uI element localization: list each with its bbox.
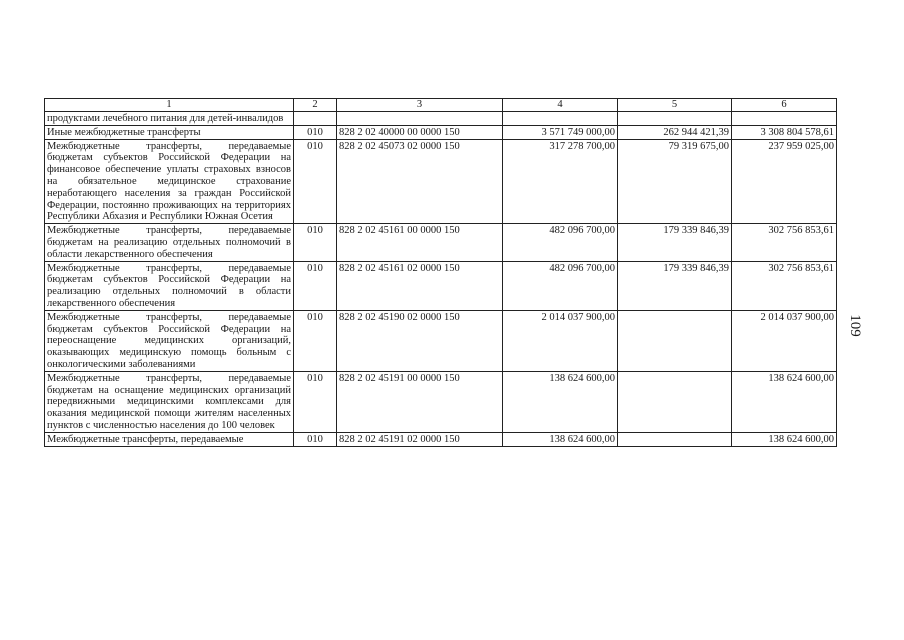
row-executed: 79 319 675,00	[618, 139, 732, 224]
row-name: Межбюджетные трансферты, передаваемые бюджетам на реализацию отдельных полномочий в области лекарственного обеспечения	[45, 224, 294, 261]
row-name: Межбюджетные трансферты, передаваемые бюджетам на оснащение медицинских организаций передвижными медицинскими комплексами для оказания медицинской помощи жителям населенных пунктов с численностью населения до 100 человек	[45, 371, 294, 432]
table-row	[45, 125, 837, 139]
table-row	[45, 139, 837, 224]
table-row	[45, 310, 837, 371]
row-name: Межбюджетные трансферты, передаваемые бюджетам субъектов Российской Федерации на реализацию отдельных полномочий в области лекарственного обеспечения	[45, 261, 294, 310]
header-col-6: 6	[732, 99, 837, 112]
header-row	[45, 99, 837, 112]
row-name: Иные межбюджетные трансферты	[45, 125, 294, 139]
row-remainder: 237 959 025,00	[732, 139, 837, 224]
row-plan: 482 096 700,00	[503, 224, 618, 261]
row-code: 010	[294, 310, 337, 371]
row-kbk: 828 2 02 45073 02 0000 150	[337, 139, 503, 224]
table-row	[45, 371, 837, 432]
row-executed	[618, 432, 732, 446]
row-executed	[618, 371, 732, 432]
row-code	[294, 112, 337, 126]
row-executed: 262 944 421,39	[618, 125, 732, 139]
row-plan: 3 571 749 000,00	[503, 125, 618, 139]
row-kbk	[337, 112, 503, 126]
row-kbk: 828 2 02 40000 00 0000 150	[337, 125, 503, 139]
row-remainder: 302 756 853,61	[732, 261, 837, 310]
header-col-4: 4	[503, 99, 618, 112]
table-row	[45, 432, 837, 446]
row-plan: 2 014 037 900,00	[503, 310, 618, 371]
row-code: 010	[294, 371, 337, 432]
row-remainder: 138 624 600,00	[732, 432, 837, 446]
row-executed	[618, 310, 732, 371]
row-plan: 138 624 600,00	[503, 371, 618, 432]
row-kbk: 828 2 02 45191 00 0000 150	[337, 371, 503, 432]
row-name: Межбюджетные трансферты, передаваемые бюджетам субъектов Российской Федерации на переоснащение медицинских организаций, оказывающих медицинскую помощь больным с онкологическими заболеваниями	[45, 310, 294, 371]
table-row	[45, 261, 837, 310]
row-remainder	[732, 112, 837, 126]
row-code: 010	[294, 125, 337, 139]
row-kbk: 828 2 02 45161 00 0000 150	[337, 224, 503, 261]
row-remainder: 2 014 037 900,00	[732, 310, 837, 371]
row-remainder: 138 624 600,00	[732, 371, 837, 432]
row-code: 010	[294, 432, 337, 446]
row-name: Межбюджетные трансферты, передаваемые бюджетам субъектов Российской Федерации на финансовое обеспечение уплаты страховых взносов на обязательное медицинское страхование неработающего населения за граждан Российской Федерации, постоянно проживающих на территориях Республики Абхазия и Республики Южная Осетия	[45, 139, 294, 224]
header-col-3: 3	[337, 99, 503, 112]
table-row	[45, 112, 837, 126]
budget-table	[44, 98, 837, 447]
row-remainder: 302 756 853,61	[732, 224, 837, 261]
row-name: продуктами лечебного питания для детей-инвалидов	[45, 112, 294, 126]
row-kbk: 828 2 02 45191 02 0000 150	[337, 432, 503, 446]
header-col-5: 5	[618, 99, 732, 112]
row-code: 010	[294, 139, 337, 224]
header-col-1: 1	[45, 99, 294, 112]
row-plan: 317 278 700,00	[503, 139, 618, 224]
row-code: 010	[294, 224, 337, 261]
page-number: 109	[846, 314, 863, 337]
table-row	[45, 224, 837, 261]
header-col-2: 2	[294, 99, 337, 112]
row-plan: 138 624 600,00	[503, 432, 618, 446]
row-executed	[618, 112, 732, 126]
row-name: Межбюджетные трансферты, передаваемые	[45, 432, 294, 446]
row-executed: 179 339 846,39	[618, 224, 732, 261]
row-plan	[503, 112, 618, 126]
row-plan: 482 096 700,00	[503, 261, 618, 310]
row-kbk: 828 2 02 45190 02 0000 150	[337, 310, 503, 371]
row-remainder: 3 308 804 578,61	[732, 125, 837, 139]
row-code: 010	[294, 261, 337, 310]
row-executed: 179 339 846,39	[618, 261, 732, 310]
row-kbk: 828 2 02 45161 02 0000 150	[337, 261, 503, 310]
